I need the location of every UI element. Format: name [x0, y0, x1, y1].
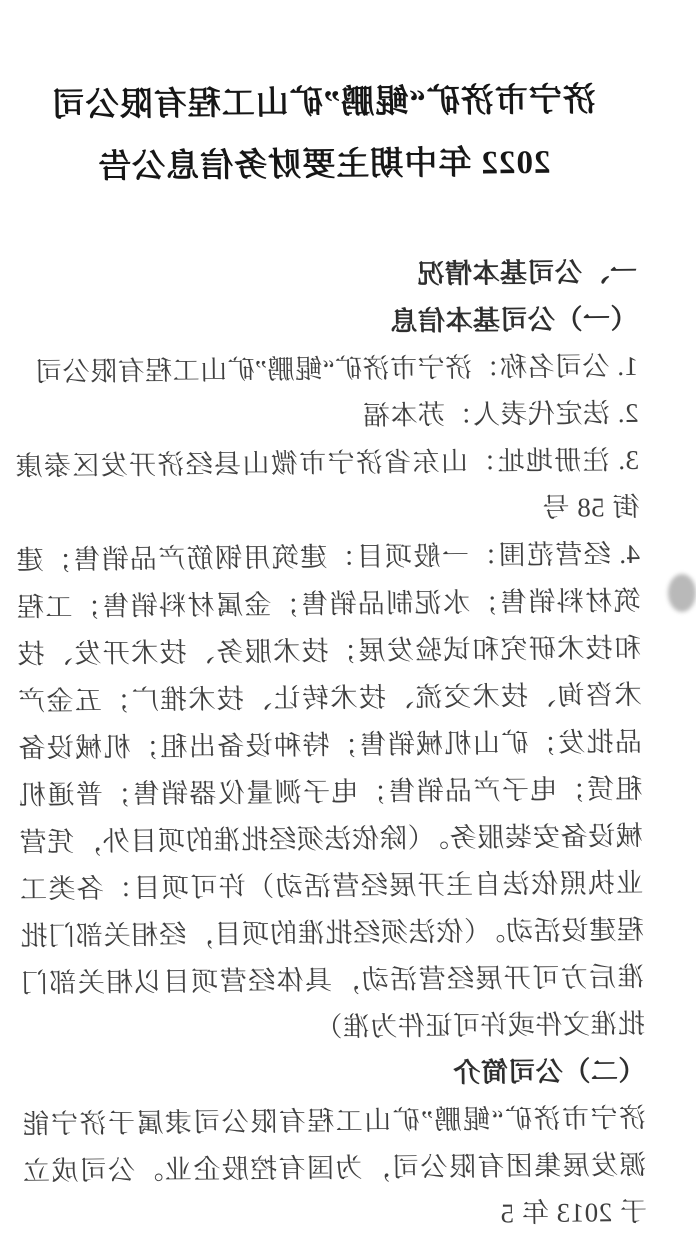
- subsection-heading-company-profile: （二）公司简介: [452, 1055, 646, 1088]
- scan-artifact-blob: [668, 574, 696, 612]
- doc-title-line2: 2022 年中期主要财务信息公告: [97, 144, 551, 186]
- item-legal-representative: 2. 法定代表人：苏本福: [362, 397, 639, 431]
- item-registered-address: 3. 注册地址：山东省济宁市微山县经济开发区泰康街 58 号: [14, 444, 640, 523]
- subsection-heading-basic-info: （一）公司基本信息: [389, 303, 638, 337]
- item-business-scope: 4. 经营范围：一般项目：建筑用钢筋产品销售；建筑材料销售；水泥制品销售；金属材料销售；工程和技术研究和试验发展；技术服务、技术开发、技术咨询、技术交流、技术转让、技术推广；五金产品批发；矿山机械销售；特种设备出租；机械设备租赁；电子产品销售；电子测量仪器销售；普通机械设备安装服务。（除依法须经批准的项目外，凭营业执照依法自主开展经营活动）许可项目：各类工程建设活动。（依法须经批准的项目，经相关部门批准后方可开展经营活动，具体经营项目以相关部门批准文件或许可证件为准）: [15, 538, 646, 1043]
- section-heading-company-basics: 一、公司基本情况: [416, 256, 638, 290]
- doc-title-line1: 济宁市济矿“鲲鹏”矿山工程有限公司: [50, 82, 596, 125]
- item-company-name: 1. 公司名称：济宁市济矿“鲲鹏”矿山工程有限公司: [34, 350, 639, 388]
- paragraph-company-intro: 济宁市济矿“鲲鹏”矿山工程有限公司隶属于济宁能源发展集团有限公司，为国有控股企业。公司成立于 2013 年 5: [21, 1102, 648, 1229]
- document-title: [11, 69, 636, 200]
- document-body: [13, 249, 647, 1242]
